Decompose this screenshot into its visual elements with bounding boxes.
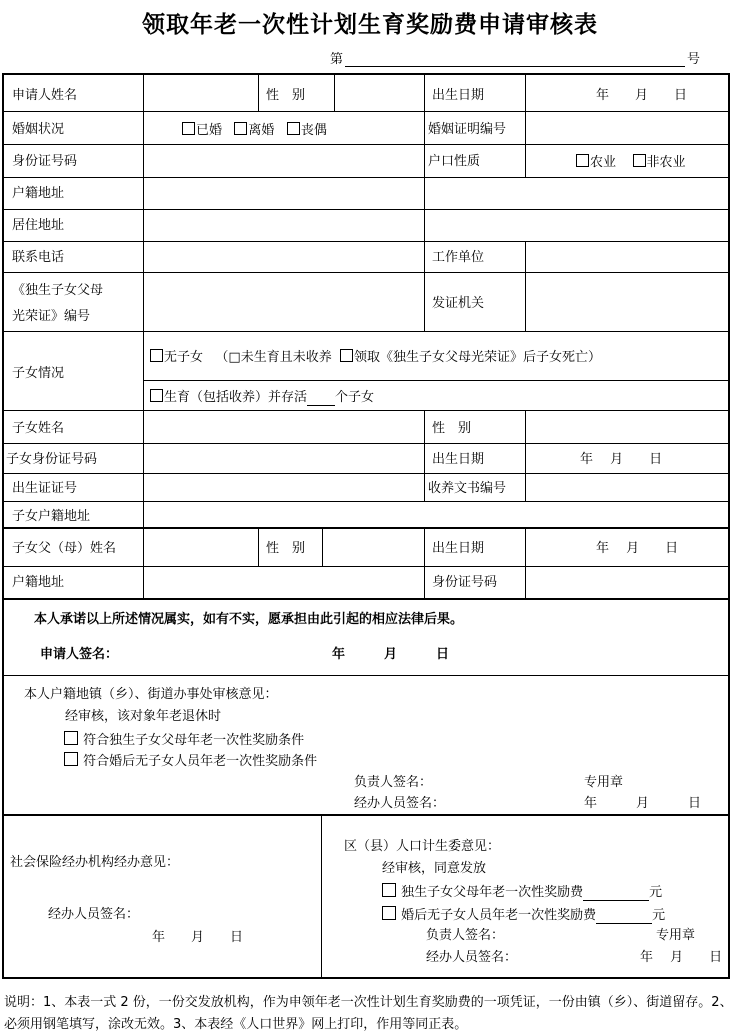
district-option-2: 婚后无子女人员年老一次性奖励费 元 <box>382 906 665 924</box>
street-review-heading: 本人户籍地镇（乡）、街道办事处审核意见： <box>24 687 278 702</box>
label-parent-name: 子女父（母）姓名 <box>12 541 117 556</box>
child-died-checkbox[interactable] <box>340 349 353 362</box>
district-handler-signature[interactable]: 经办人员签名： <box>426 950 518 965</box>
number-prefix: 第 <box>330 52 344 67</box>
label-parent-birth: 出生日期 <box>432 541 485 556</box>
district-amount-1-field[interactable] <box>583 886 649 901</box>
street-option-2-checkbox[interactable] <box>64 752 78 766</box>
social-security-heading: 社会保险经办机构经办意见： <box>10 855 180 870</box>
children-count-field[interactable] <box>307 391 335 406</box>
label-child-gender: 性 别 <box>432 421 472 436</box>
widowed-checkbox[interactable] <box>287 122 300 135</box>
label-parent-id: 身份证号码 <box>432 575 498 590</box>
label-hukou-address: 户籍地址 <box>12 186 65 201</box>
street-resp-signature[interactable]: 负责人签名： <box>354 775 433 790</box>
label-marital-status: 婚姻状况 <box>12 122 65 137</box>
label-marriage-cert-no: 婚姻证明编号 <box>428 122 507 137</box>
district-amount-2-field[interactable] <box>596 909 652 924</box>
street-date[interactable]: 年 月 日 <box>584 796 702 811</box>
label-applicant-name: 申请人姓名 <box>12 88 78 103</box>
non-agri-checkbox[interactable] <box>633 154 646 167</box>
form-number-line <box>330 48 700 67</box>
street-option-1: 符合独生子女父母年老一次性奖励条件 <box>64 731 304 749</box>
form-note: 说明：1、本表一式 2 份，一份交发放机构，作为申领年老一次性计划生育奖励费的一项凭证，一份由镇（乡）、街道留存。2、必须用钢笔填写，涂改无效。3、本表经《人口世界》网上打印，作用等同正表。 <box>4 995 733 1032</box>
label-cert-no-line1: 《独生子女父母 <box>12 283 104 298</box>
street-option-2: 符合婚后无子女人员年老一次性奖励条件 <box>64 752 317 770</box>
label-parent-hukou: 户籍地址 <box>12 575 65 590</box>
label-child-id: 子女身份证号码 <box>6 452 98 467</box>
social-date[interactable]: 年 月 日 <box>152 930 244 945</box>
child-birth-ymd[interactable]: 年 月 日 <box>580 452 663 467</box>
district-option-1: 独生子女父母年老一次性奖励费 元 <box>382 883 662 901</box>
street-option-1-checkbox[interactable] <box>64 731 78 745</box>
district-option-2-checkbox[interactable] <box>382 906 396 920</box>
district-date[interactable]: 年 月 日 <box>640 950 723 965</box>
agri-checkbox[interactable] <box>576 154 589 167</box>
married-checkbox[interactable] <box>182 122 195 135</box>
label-birth-date: 出生日期 <box>432 88 485 103</box>
children-options-row2: 生育（包括收养）并存活 个子女 <box>150 389 374 406</box>
label-issuer: 发证机关 <box>432 296 485 311</box>
street-handler-signature[interactable]: 经办人员签名： <box>354 796 446 811</box>
birth-date-ymd[interactable]: 年 月 日 <box>596 88 688 103</box>
marital-options: 已婚 离婚 丧偶 <box>182 122 327 139</box>
social-handler-signature[interactable]: 经办人员签名： <box>48 907 140 922</box>
district-option-1-checkbox[interactable] <box>382 883 396 897</box>
label-children: 子女情况 <box>12 366 65 381</box>
district-review-line: 经审核，同意发放 <box>382 861 487 876</box>
street-review-line: 经审核，该对象年老退休时 <box>65 709 222 724</box>
has-children-checkbox[interactable] <box>150 389 163 402</box>
district-resp-signature[interactable]: 负责人签名： <box>426 928 505 943</box>
label-cert-no-line2: 光荣证》编号 <box>12 309 91 324</box>
label-work-unit: 工作单位 <box>432 250 485 265</box>
label-adoption-no: 收养文书编号 <box>428 481 507 496</box>
not-born-option[interactable]: （□未生育且未收养 <box>215 350 332 365</box>
label-child-birth: 出生日期 <box>432 452 485 467</box>
label-hukou-type: 户口性质 <box>428 154 481 169</box>
no-children-checkbox[interactable] <box>150 349 163 362</box>
applicant-signature-label[interactable]: 申请人签名： <box>40 647 119 662</box>
divorced-checkbox[interactable] <box>234 122 247 135</box>
district-review-heading: 区（县）人口计生委意见： <box>344 839 501 854</box>
form-number-field[interactable] <box>345 53 685 67</box>
district-seal: 专用章 <box>656 928 696 943</box>
pledge-statement: 本人承诺以上所述情况属实，如有不实，愿承担由此引起的相应法律后果。 <box>34 612 464 627</box>
children-options-row1: 无子女 （□未生育且未收养 领取《独生子女父母光荣证》后子女死亡） <box>150 349 601 366</box>
parent-birth-ymd[interactable]: 年 月 日 <box>596 541 679 556</box>
label-id-no: 身份证号码 <box>12 154 78 169</box>
pledge-date[interactable]: 年 月 日 <box>332 647 450 662</box>
label-residence: 居住地址 <box>12 218 65 233</box>
hukou-options: 农业 非农业 <box>576 154 686 171</box>
form-title: 领取年老一次性计划生育奖励费申请审核表 <box>142 11 598 38</box>
label-child-name: 子女姓名 <box>12 421 65 436</box>
label-child-hukou: 子女户籍地址 <box>12 509 91 524</box>
street-seal: 专用章 <box>584 775 624 790</box>
number-suffix: 号 <box>687 52 701 67</box>
label-birth-cert: 出生证证号 <box>12 481 78 496</box>
label-parent-gender: 性 别 <box>266 541 306 556</box>
label-phone: 联系电话 <box>12 250 65 265</box>
label-gender: 性 别 <box>266 88 306 103</box>
